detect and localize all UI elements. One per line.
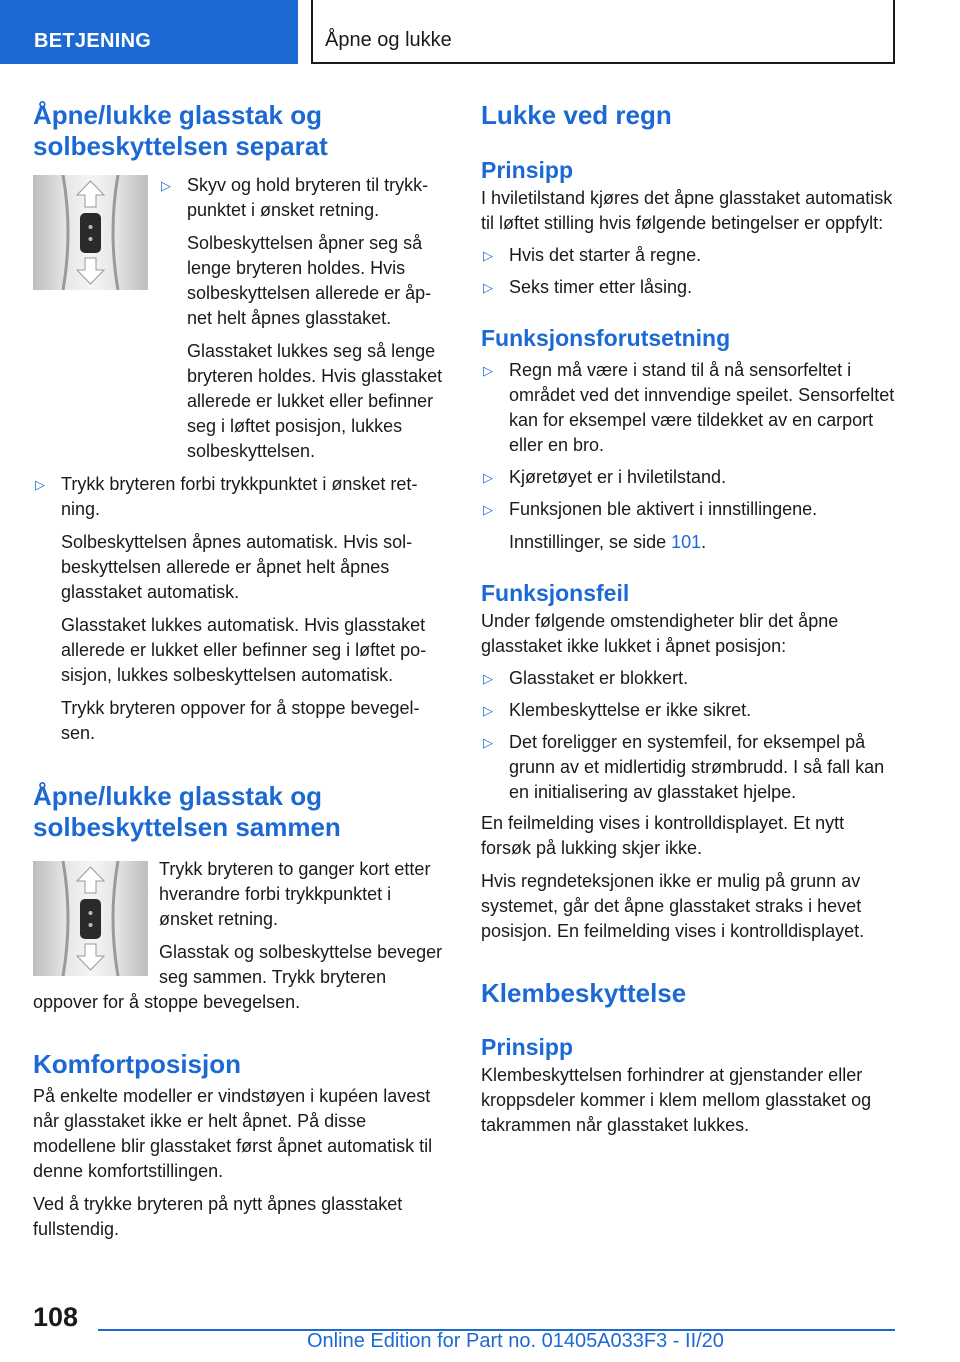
list-item: ▷ Det foreligger en systemfeil, for eksempel på grunn av et midlertidig strømbrudd. I så fall kan en initialisering av glasstaket hjelpe.	[481, 730, 895, 805]
paragraph: Solbeskyttelsen åpnes automatisk. Hvis solbeskyttelsen allerede er åpnet helt åpnes glasstaket automatisk.	[61, 532, 413, 602]
bullet-triangle-icon: ▷	[483, 248, 493, 263]
paragraph: Ved å trykke bryteren på nytt åpnes glasstaket fullstendig.	[33, 1194, 403, 1239]
paragraph: Under følgende omstendigheter blir det åpne glasstaket ikke lukket i åpnet posisjon:	[481, 611, 839, 656]
paragraph: En feilmelding vises i kontrolldisplayet. Et nytt forsøk på lukking skjer ikke.	[481, 813, 845, 858]
right-column	[481, 100, 895, 1138]
bullet-triangle-icon: ▷	[483, 470, 493, 485]
heading-pinch: Klembeskyttelse	[481, 978, 687, 1008]
switch-illustration-together	[33, 861, 148, 976]
paragraph: Trykk bryteren oppover for å stoppe bevegelsen.	[61, 698, 420, 743]
page-number: 108	[33, 1302, 79, 1332]
paragraph: Glasstak og solbeskyttelse beveger seg sammen. Trykk bryteren oppover for å stoppe bevegelsen.	[33, 942, 443, 1012]
bullet-triangle-icon: ▷	[483, 671, 493, 686]
subheading-principle: Prinsipp	[481, 1034, 574, 1060]
bullet-triangle-icon: ▷	[483, 280, 493, 295]
heading-together: Åpne/lukke glasstak og solbeskyttelsen sammen	[33, 781, 341, 842]
bullet-triangle-icon: ▷	[35, 477, 45, 492]
settings-reference: Innstillinger, se side 101.	[509, 532, 707, 552]
separate-figure-row	[33, 175, 447, 464]
section-tab: BETJENING	[0, 0, 298, 64]
list-item: ▷ Kjøretøyet er i hviletilstand.	[481, 465, 895, 490]
list-item: ▷ Regn må være i stand til å nå sensorfeltet i området ved det innvendige speilet. Sensorfeltet kan for eksempel være tildekket av en carport eller en bro.	[481, 358, 895, 458]
paragraph: På enkelte modeller er vindstøyen i kupéen lavest når glasstaket ikke er helt åpnet. På disse modellene blir glasstaket først åpnet automatisk til denne komfortstillingen.	[33, 1086, 433, 1181]
heading-comfort: Komfortposisjon	[33, 1049, 241, 1079]
list-item: ▷ Skyv og hold bryteren til trykkpunktet i ønsket retning.	[159, 173, 447, 223]
edition-note: Online Edition for Part no. 01405A033F3 - II/20	[307, 1330, 724, 1352]
list-item: ▷ Trykk bryteren forbi trykkpunktet i ønsket retning.	[33, 472, 447, 522]
subheading-requirements: Funksjonsforutsetning	[481, 325, 731, 351]
list-item: ▷ Funksjonen ble aktivert i innstillingene.	[481, 497, 895, 522]
list-item: ▷ Seks timer etter låsing.	[481, 275, 895, 300]
list-item: ▷ Glasstaket er blokkert.	[481, 666, 895, 691]
left-column	[33, 100, 447, 1242]
bullet-triangle-icon: ▷	[483, 363, 493, 378]
together-figure-block	[33, 857, 447, 1015]
page-link[interactable]: 101	[671, 532, 702, 552]
subheading-principle: Prinsipp	[481, 157, 574, 183]
paragraph: I hviletilstand kjøres det åpne glasstaket automatisk til løftet stilling hvis følgende betingelser er oppfylt:	[481, 188, 893, 233]
paragraph: Hvis regndeteksjonen ikke er mulig på grunn av systemet, går det åpne glasstaket straks i hevet posisjon. En feilmelding vises i kontrolldisplayet.	[481, 871, 865, 941]
paragraph: Glasstaket lukkes seg så lenge bryteren holdes. Hvis glasstaket allerede er lukket eller befinner seg i løftet posisjon, lukkes solbeskyttelsen.	[187, 341, 443, 461]
heading-separate: Åpne/lukke glasstak og solbeskyttelsen separat	[33, 100, 328, 161]
bullet-triangle-icon: ▷	[161, 178, 171, 193]
paragraph: Solbeskyttelsen åpner seg så lenge bryteren holdes. Hvis solbeskyttelsen allerede er åpnet helt åpnes glasstaket.	[187, 233, 432, 328]
bullet-triangle-icon: ▷	[483, 703, 493, 718]
subheading-fault: Funksjonsfeil	[481, 580, 630, 606]
list-item: ▷ Hvis det starter å regne.	[481, 243, 895, 268]
page-header	[0, 0, 960, 66]
switch-illustration-separate	[33, 175, 148, 290]
chapter-title: Åpne og lukke	[311, 0, 895, 64]
paragraph: Klembeskyttelsen forhindrer at gjenstander eller kroppsdeler kommer i klem mellom glasstaket og takrammen når glasstaket lukkes.	[481, 1065, 872, 1135]
paragraph: Trykk bryteren to ganger kort etter hverandre forbi trykkpunktet i ønsket retning.	[159, 859, 431, 929]
list-item: ▷ Klembeskyttelse er ikke sikret.	[481, 698, 895, 723]
bullet-triangle-icon: ▷	[483, 735, 493, 750]
paragraph: Glasstaket lukkes automatisk. Hvis glasstaket allerede er lukket eller befinner seg i løftet posisjon, lukkes solbeskyttelsen automatisk.	[61, 615, 427, 685]
heading-rain: Lukke ved regn	[481, 100, 672, 130]
bullet-triangle-icon: ▷	[483, 502, 493, 517]
page-footer	[0, 1290, 960, 1362]
